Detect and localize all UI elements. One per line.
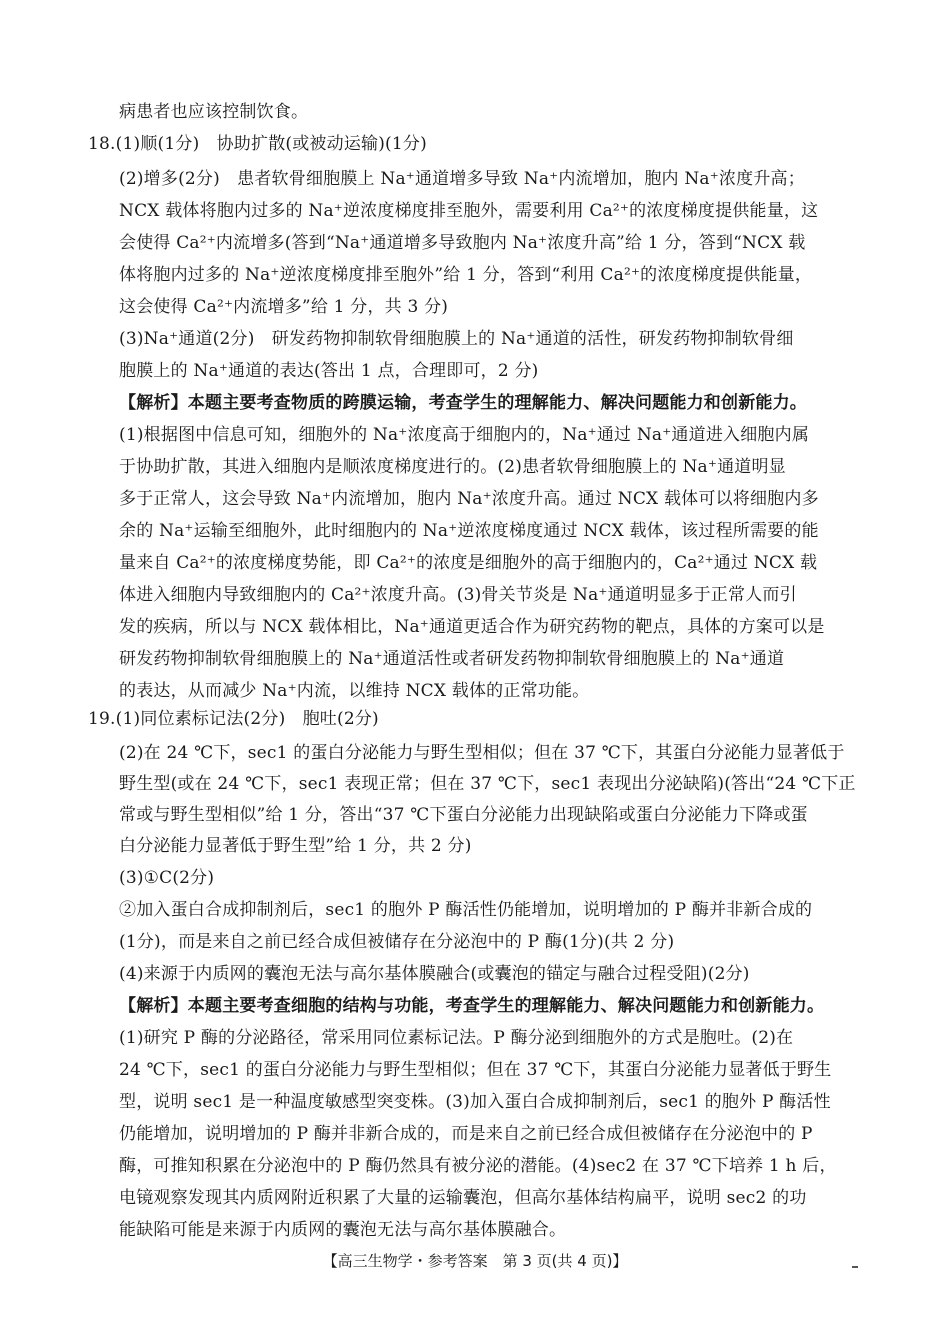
text-line: (4)来源于内质网的囊泡无法与高尔基体膜融合(或囊泡的锚定与融合过程受阻)(2分) [119,964,750,984]
analysis-heading-18: 【解析】本题主要考查物质的跨膜运输，考查学生的理解能力、解决问题能力和创新能力。 [119,393,807,413]
text-line: (1)根据图中信息可知，细胞外的 Na⁺浓度高于细胞内的，Na⁺通过 Na⁺通道进入细胞内属 [119,425,810,445]
text-line: (2)在 24 ℃下，sec1 的蛋白分泌能力与野生型相似；但在 37 ℃下，其蛋白分泌能力显著低于 [119,743,845,763]
scan-mark [852,1266,858,1268]
text-line: 余的 Na⁺运输至细胞外，此时细胞内的 Na⁺逆浓度梯度通过 NCX 载体，该过程所需要的能 [119,521,819,541]
page-footer: 【高三生物学・参考答案 第 3 页(共 4 页)】 [322,1252,628,1270]
question-19-line: 19.(1)同位素标记法(2分) 胞吐(2分) [88,709,379,729]
text-line: 量来自 Ca²⁺的浓度梯度势能，即 Ca²⁺的浓度是细胞外的高于细胞内的，Ca²⁺通过 NCX 载 [119,553,818,573]
text-line: 这会使得 Ca²⁺内流增多”给 1 分，共 3 分) [119,297,449,317]
question-18-line: 18.(1)顺(1分) 协助扩散(或被动运输)(1分) [88,134,427,154]
text-line: 电镜观察发现其内质网附近积累了大量的运输囊泡，但高尔基体结构扁平，说明 sec2 的功 [119,1188,807,1208]
text-line: 研发药物抑制软骨细胞膜上的 Na⁺通道活性或者研发药物抑制软骨细胞膜上的 Na⁺通道 [119,649,785,669]
text-line: (1分)，而是来自之前已经合成但被储存在分泌泡中的 P 酶(1分)(共 2 分) [119,932,675,952]
text-line: 仍能增加，说明增加的 P 酶并非新合成的，而是来自之前已经合成但被储存在分泌泡中的 P [119,1124,813,1144]
text-line: (2)增多(2分) 患者软骨细胞膜上 Na⁺通道增多导致 Na⁺内流增加，胞内 Na⁺浓度升高； [119,169,805,189]
text-line: 于协助扩散，其进入细胞内是顺浓度梯度进行的。(2)患者软骨细胞膜上的 Na⁺通道明显 [119,457,786,477]
text-line: (3)①C(2分) [119,868,215,888]
text-line: 病患者也应该控制饮食。 [119,102,309,122]
text-line: 发的疾病，所以与 NCX 载体相比，Na⁺通道更适合作为研究药物的靶点，具体的方案可以是 [119,617,825,637]
text-line: ②加入蛋白合成抑制剂后，sec1 的胞外 P 酶活性仍能增加，说明增加的 P 酶并非新合成的 [119,900,813,920]
text-line: 型，说明 sec1 是一种温度敏感型突变株。(3)加入蛋白合成抑制剂后，sec1 的胞外 P 酶活性 [119,1092,831,1112]
text-line: 胞膜上的 Na⁺通道的表达(答出 1 点，合理即可，2 分) [119,361,539,381]
text-line: 体进入细胞内导致细胞内的 Ca²⁺浓度升高。(3)骨关节炎是 Na⁺通道明显多于正常人而引 [119,585,797,605]
analysis-heading-19: 【解析】本题主要考查细胞的结构与功能，考查学生的理解能力、解决问题能力和创新能力。 [119,996,825,1016]
text-line: 常或与野生型相似”给 1 分，答出“37 ℃下蛋白分泌能力出现缺陷或蛋白分泌能力下降或蛋 [119,805,808,825]
text-line: (1)研究 P 酶的分泌路径，常采用同位素标记法。P 酶分泌到细胞外的方式是胞吐。(2)在 [119,1028,794,1048]
text-line: 野生型(或在 24 ℃下，sec1 表现正常；但在 37 ℃下，sec1 表现出分泌缺陷)(答出“24 ℃下正 [119,774,856,794]
text-line: 能缺陷可能是来源于内质网的囊泡无法与高尔基体膜融合。 [119,1220,567,1240]
text-line: 多于正常人，这会导致 Na⁺内流增加，胞内 Na⁺浓度升高。通过 NCX 载体可以将细胞内多 [119,489,819,509]
text-line: 体将胞内过多的 Na⁺逆浓度梯度排至胞外”给 1 分，答到“利用 Ca²⁺的浓度梯度提供能量， [119,265,813,285]
text-line: 的表达，从而减少 Na⁺内流，以维持 NCX 载体的正常功能。 [119,681,590,701]
text-line: (3)Na⁺通道(2分) 研发药物抑制软骨细胞膜上的 Na⁺通道的活性，研发药物抑制软骨细 [119,329,794,349]
text-line: 会使得 Ca²⁺内流增多(答到“Na⁺通道增多导致胞内 Na⁺浓度升高”给 1 分，答到“NCX 载 [119,233,806,253]
text-line: NCX 载体将胞内过多的 Na⁺逆浓度梯度排至胞外，需要利用 Ca²⁺的浓度梯度提供能量，这 [119,201,819,221]
text-line: 白分泌能力显著低于野生型”给 1 分，共 2 分) [119,836,472,856]
text-line: 24 ℃下，sec1 的蛋白分泌能力与野生型相似；但在 37 ℃下，其蛋白分泌能力显著低于野生 [119,1060,832,1080]
text-line: 酶，可推知积累在分泌泡中的 P 酶仍然具有被分泌的潜能。(4)sec2 在 37 ℃下培养 1 h 后， [119,1156,837,1176]
